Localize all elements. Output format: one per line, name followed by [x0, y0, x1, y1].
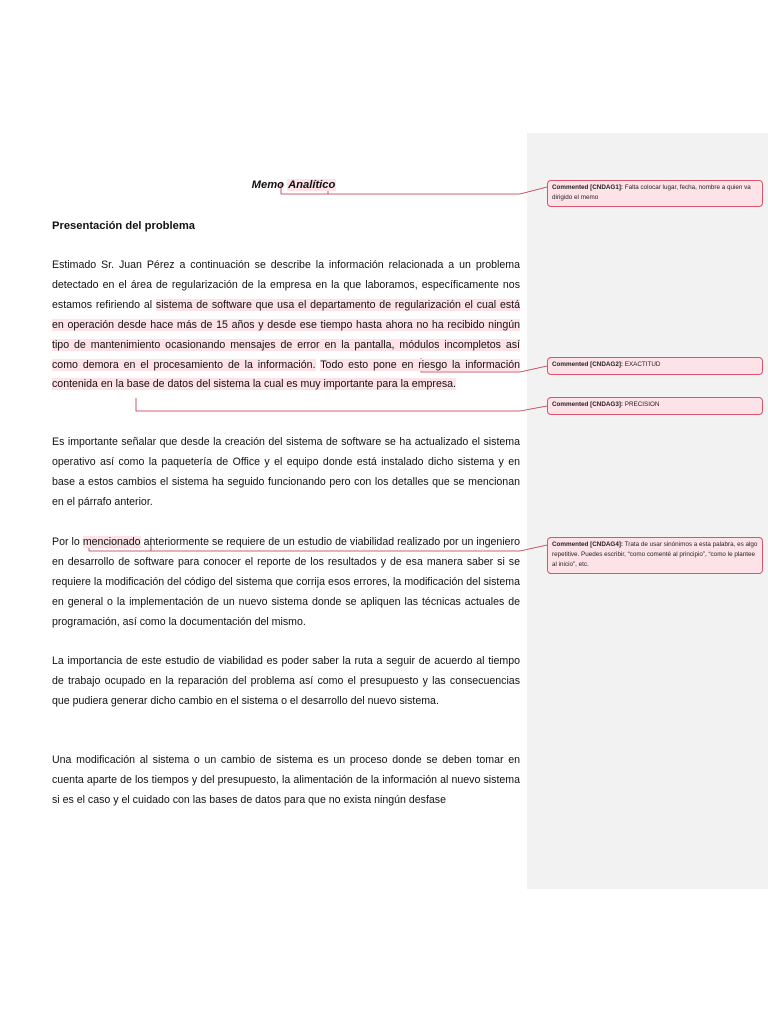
title-prefix: Memo — [251, 179, 288, 191]
paragraph-5: Una modificación al sistema o un cambio de sistema es un proceso donde se deben tomar en cuenta aparte de los tiempos y del presupuesto, la alimentación de la información al nuevo sistema si es el caso y el cuidado con las bases de datos para que no exista ningún desfase — [52, 754, 520, 806]
paragraph-3 — [52, 533, 520, 633]
title-highlight[interactable]: Analítico — [288, 179, 336, 191]
p1-highlight-1[interactable]: sistema de software que usa el departamento de regularización el cual está en operación desde hace más de 15 años y desde ese tiempo hasta ahora no ha recibido ningún tipo de mantenimiento ocasionando mensajes de error en la pantalla, módulos incompletos así como demora en el procesamiento de la información. — [52, 298, 521, 371]
connector-line-3 — [136, 398, 547, 411]
comment-balloon-4[interactable] — [547, 537, 763, 574]
comment-balloon-1[interactable] — [547, 180, 763, 207]
comment-pane — [527, 133, 768, 889]
section-heading: Presentación del problema — [52, 220, 195, 232]
comment-text: EXACTITUD — [624, 361, 661, 368]
comment-text: PRECISION — [624, 401, 660, 408]
comment-label: Commented [CNDAG4]: — [552, 541, 624, 548]
p1-text: Estimado Sr. Juan Pérez a continuación se describe la información relacionada a un problema detectado en el área de regularización de la empresa en la que laboramos, específicamente nos estamos refiriendo al — [52, 259, 520, 311]
comment-text: Trata de usar sinónimos a esta palabra, es algo repetitive. Puedes escribir, “como comenté al principio”, “como le plantee al inicio”, etc. — [552, 541, 758, 568]
comment-text: Falta colocar lugar, fecha, nombre a quien va dirigido el memo — [552, 184, 751, 201]
p1-highlight-2[interactable]: Todo esto pone en riesgo la información contenida en la base de datos del sistema la cual es muy importante para la empresa. — [52, 358, 520, 391]
p3-text-rest: anteriormente se requiere de un estudio de viabilidad realizado por un ingeniero en desarrollo de software para conocer el reporte de los resultados y de esa manera saber si se requiere la modificación del código del sistema que corrija esos errores, la modificación del sistema en general o la implementación de un nuevo sistema donde se apliquen las técnicas actuales de programación, así como la documentación del mismo. — [52, 536, 520, 628]
paragraph-4: La importancia de este estudio de viabilidad es poder saber la ruta a seguir de acuerdo al tiempo de trabajo ocupado en la reparación del problema así como el presupuesto y las consecuencias que pudiera generar dicho cambio en el sistema o el desarrollo del nuevo sistema. — [52, 655, 520, 707]
paragraph-2: Es importante señalar que desde la creación del sistema de software se ha actualizado el sistema operativo así como la paquetería de Office y el equipo donde está instalado dicho sistema y en base a estos cambios el sistema ha seguido funcionando pero con los detalles que se mencionan en el párrafo anterior. — [52, 436, 520, 508]
p3-text-start: Por lo — [52, 536, 83, 548]
p3-highlight[interactable]: mencionado — [82, 536, 141, 548]
paragraph-1 — [52, 256, 520, 395]
comment-label: Commented [CNDAG3]: — [552, 401, 624, 408]
comment-label: Commented [CNDAG2]: — [552, 361, 624, 368]
comment-balloon-2[interactable] — [547, 357, 763, 375]
comment-balloon-3[interactable] — [547, 397, 763, 415]
comment-label: Commented [CNDAG1]: — [552, 184, 624, 191]
